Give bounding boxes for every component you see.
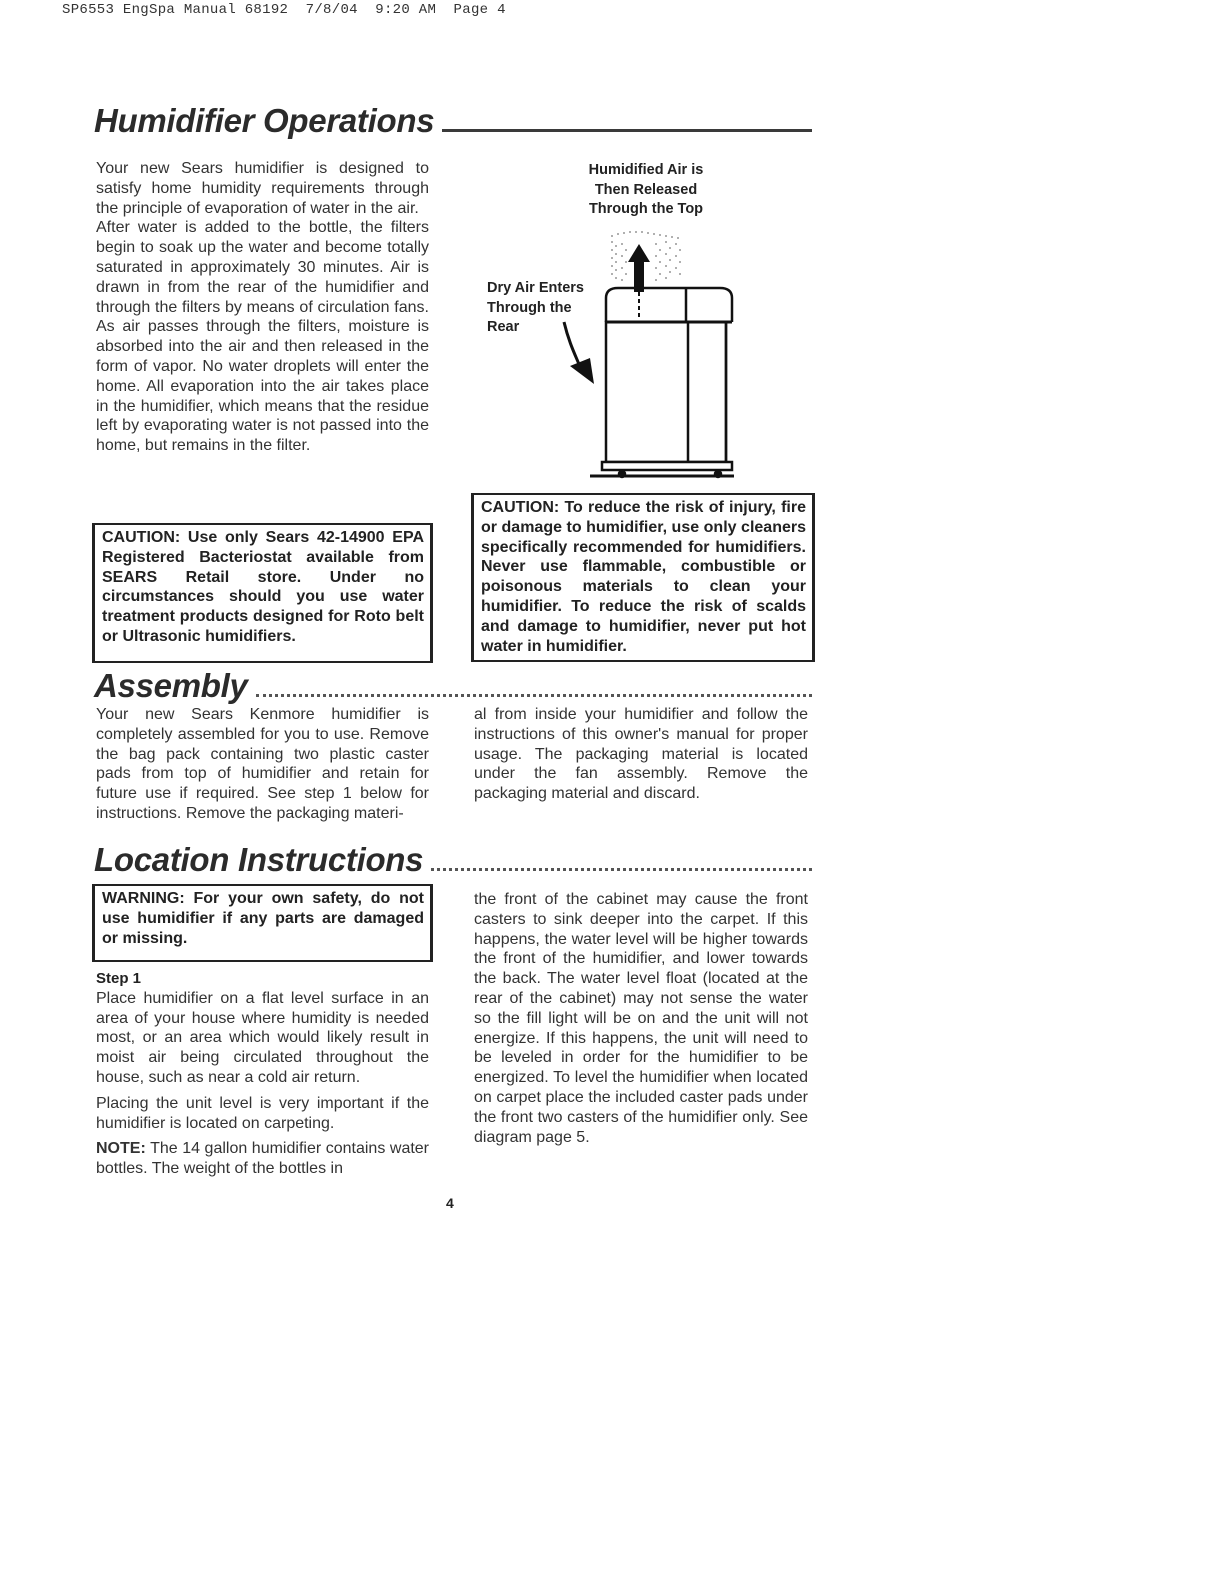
caution-cleaners-box — [471, 493, 815, 662]
assembly-paragraph: al from inside your humidifier and follow the instructions of this owner's manual for proper usage. The packaging material is located under the fan assembly. Remove the packaging material and discard. — [474, 706, 808, 803]
level-paragraph: Placing the unit level is very important if the humidifier is located on carpeting. — [96, 1094, 429, 1132]
figure-side-label-line: Rear — [487, 319, 520, 335]
operations-title: Humidifier Operations — [94, 102, 435, 139]
humidifier-cabinet — [590, 288, 734, 477]
figure-top-label — [560, 161, 732, 220]
caution-bacteriostat-text: CAUTION: Use only Sears 42-14900 EPA Registered Bacteriostat available from SEARS Retail store. Under no circumstances should you use water treatment products designed for Roto belt or Ultrasonic humidifiers. — [102, 529, 424, 645]
note-label: NOTE: — [96, 1140, 146, 1158]
heading-rule — [431, 868, 812, 871]
warning-box — [92, 884, 433, 962]
note-paragraph — [96, 1139, 429, 1179]
operations-heading — [94, 104, 812, 137]
up-arrow-icon — [628, 244, 650, 318]
humidifier-airflow-diagram — [560, 222, 760, 484]
location-right-column — [474, 890, 808, 1147]
caution-cleaners-text: CAUTION: To reduce the risk of injury, fire or damage to humidifier, use only cleaners specifically recommended for humidifiers. Never use flammable, combustible or poisonous materials to clean your humidifier. To reduce the risk of scalds and damage to humidifier, never put hot water in humidifier. — [481, 499, 806, 655]
location-left-column — [96, 969, 429, 1179]
assembly-title: Assembly — [94, 667, 248, 704]
figure-top-label-line: Humidified Air is — [588, 162, 704, 178]
operations-text — [96, 159, 429, 456]
heading-rule — [256, 694, 812, 697]
print-slug: SP6553 EngSpa Manual 68192 7/8/04 9:20 AM Page 4 — [62, 2, 506, 18]
operations-paragraph: Your new Sears humidifier is designed to satisfy home humidity requirements through the principle of evaporation of water in the air. — [96, 160, 429, 217]
down-arrow-icon — [564, 322, 594, 384]
figure-top-label-line: Then Released — [594, 181, 698, 198]
figure-side-label-line: Through the — [487, 299, 572, 316]
location-heading — [94, 843, 812, 876]
assembly-paragraph: Your new Sears Kenmore humidifier is completely assembled for you to use. Remove the bag pack containing two plastic caster pads from top of humidifier and retain for future use if required. See step 1 below for instructions. Remove the packaging materi- — [96, 706, 429, 822]
warning-text: WARNING: For your own safety, do not use humidifier if any parts are damaged or missing. — [102, 890, 424, 947]
step-label: Step 1 — [96, 970, 142, 987]
heading-rule — [442, 129, 812, 132]
note-text: The 14 gallon humidifier contains water bottles. The weight of the bottles in — [96, 1140, 430, 1178]
assembly-left-column — [96, 705, 429, 824]
assembly-right-column — [474, 705, 808, 804]
step-paragraph: Place humidifier on a flat level surface in an area of your house where humidity is needed most, or an area which would likely result in moist air being circulated throughout the house, such as near a cold air return. — [96, 989, 429, 1086]
figure-side-label-line: Dry Air Enters — [487, 280, 584, 296]
figure-top-label-line: Through the Top — [588, 201, 704, 217]
location-paragraph: the front of the cabinet may cause the front casters to sink deeper into the carpet. If this happens, the water level will be higher towards the front of the humidifier, and lower towards the back. The water level float (located at the rear of the cabinet) may not sense the water so the fill light will be on and the unit will not energize. If this happens, the unit will need to be leveled in order for the humidifier to be energized. To level the humidifier when located on carpet place the included caster pads under the front two casters of the humidifier only. See diagram page 5. — [474, 891, 808, 1146]
assembly-heading — [94, 669, 812, 702]
caution-bacteriostat-box — [92, 523, 433, 663]
page-number: 4 — [446, 1195, 454, 1211]
operations-paragraph: After water is added to the bottle, the filters begin to soak up the water and become totally saturated in approximately 30 minutes. Air is drawn in from the rear of the humidifier and through the filters by means of circulation fans. As air passes through the filters, moisture is absorbed into the air and then released in the form of vapor. No water droplets will enter the home. All evaporation into the air takes place in the humidifier, which means that the residue left by evaporating water is not passed into the home, but remains in the filter. — [96, 219, 429, 455]
location-title: Location Instructions — [94, 841, 424, 878]
